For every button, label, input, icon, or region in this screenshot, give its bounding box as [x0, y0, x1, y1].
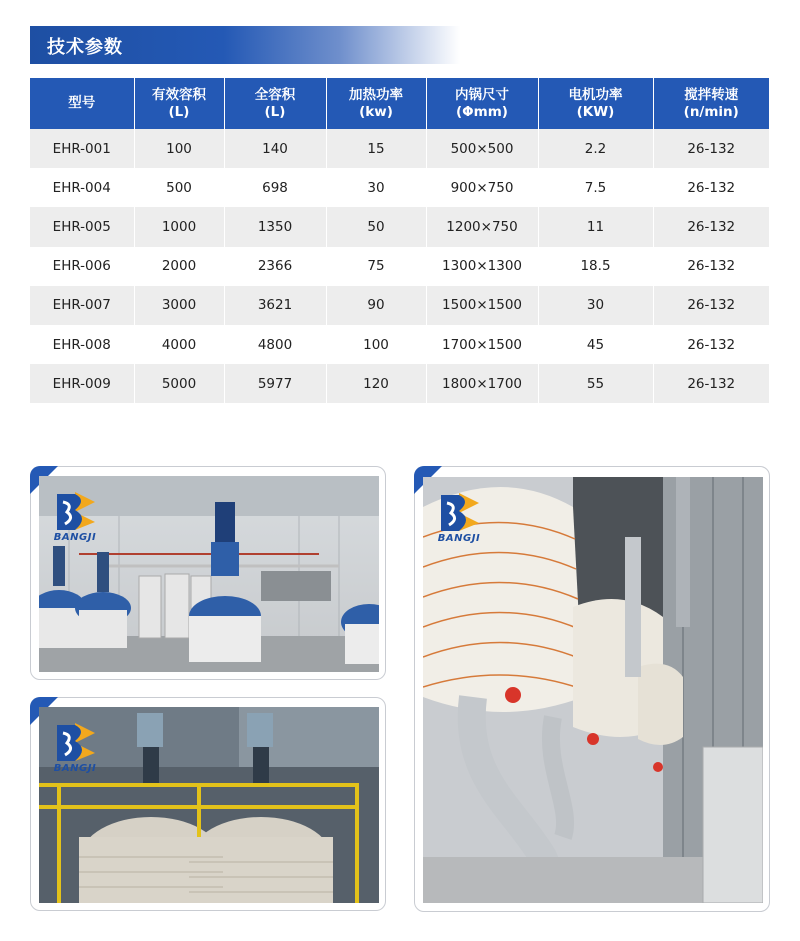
cell-heating-power: 90	[326, 286, 426, 325]
cell-inner-pot-size: 1200×750	[426, 207, 538, 246]
cell-model: EHR-001	[30, 129, 134, 168]
cell-model: EHR-006	[30, 247, 134, 286]
logo-brand-text: BANGJI	[437, 533, 481, 544]
cell-stirring-speed: 26-132	[653, 364, 769, 403]
cell-effective-volume: 1000	[134, 207, 224, 246]
spec-table	[30, 78, 769, 403]
cell-model: EHR-004	[30, 168, 134, 207]
cell-total-volume: 3621	[224, 286, 326, 325]
table-row	[30, 325, 769, 364]
cell-inner-pot-size: 500×500	[426, 129, 538, 168]
table-row	[30, 168, 769, 207]
cell-total-volume: 140	[224, 129, 326, 168]
cell-total-volume: 1350	[224, 207, 326, 246]
cell-total-volume: 2366	[224, 247, 326, 286]
cell-heating-power: 15	[326, 129, 426, 168]
cell-motor-power: 55	[538, 364, 653, 403]
cell-effective-volume: 5000	[134, 364, 224, 403]
cell-inner-pot-size: 1500×1500	[426, 286, 538, 325]
logo-brand-text: BANGJI	[53, 532, 97, 543]
cell-heating-power: 75	[326, 247, 426, 286]
cell-inner-pot-size: 1300×1300	[426, 247, 538, 286]
cell-inner-pot-size: 900×750	[426, 168, 538, 207]
insulated-tanks-photo	[423, 477, 763, 903]
bangji-logo	[45, 721, 105, 785]
header-motor-power: 电机功率 (KW)	[538, 78, 653, 129]
bangji-logo	[45, 490, 105, 554]
cell-heating-power: 50	[326, 207, 426, 246]
cell-effective-volume: 3000	[134, 286, 224, 325]
cell-motor-power: 11	[538, 207, 653, 246]
cell-motor-power: 30	[538, 286, 653, 325]
cell-model: EHR-007	[30, 286, 134, 325]
cell-total-volume: 698	[224, 168, 326, 207]
cell-stirring-speed: 26-132	[653, 286, 769, 325]
table-row	[30, 129, 769, 168]
cell-inner-pot-size: 1700×1500	[426, 325, 538, 364]
header-heating-power: 加热功率 (kw)	[326, 78, 426, 129]
section-header	[30, 26, 460, 64]
table-row	[30, 247, 769, 286]
header-inner-pot-size: 内锅尺寸 (Φmm)	[426, 78, 538, 129]
cell-motor-power: 2.2	[538, 129, 653, 168]
cell-heating-power: 120	[326, 364, 426, 403]
bangji-logo	[429, 491, 489, 555]
cell-model: EHR-005	[30, 207, 134, 246]
cell-effective-volume: 4000	[134, 325, 224, 364]
section-title: 技术参数	[47, 37, 123, 58]
platform-reactors-photo	[39, 707, 379, 903]
cell-stirring-speed: 26-132	[653, 207, 769, 246]
header-total-volume: 全容积 (L)	[224, 78, 326, 129]
cell-model: EHR-009	[30, 364, 134, 403]
cell-stirring-speed: 26-132	[653, 168, 769, 207]
cell-motor-power: 7.5	[538, 168, 653, 207]
cell-total-volume: 4800	[224, 325, 326, 364]
cell-effective-volume: 100	[134, 129, 224, 168]
cell-heating-power: 30	[326, 168, 426, 207]
photo-frame-insulated	[414, 466, 770, 912]
table-header-row	[30, 78, 769, 129]
photo-frame-workshop	[30, 466, 386, 680]
table-row	[30, 364, 769, 403]
header-effective-volume: 有效容积 (L)	[134, 78, 224, 129]
cell-heating-power: 100	[326, 325, 426, 364]
cell-stirring-speed: 26-132	[653, 247, 769, 286]
photo-frame-platform	[30, 697, 386, 911]
cell-effective-volume: 2000	[134, 247, 224, 286]
cell-model: EHR-008	[30, 325, 134, 364]
cell-total-volume: 5977	[224, 364, 326, 403]
header-model: 型号	[30, 78, 134, 129]
cell-motor-power: 18.5	[538, 247, 653, 286]
workshop-reactors-photo	[39, 476, 379, 672]
cell-stirring-speed: 26-132	[653, 325, 769, 364]
table-row	[30, 207, 769, 246]
cell-motor-power: 45	[538, 325, 653, 364]
table-row	[30, 286, 769, 325]
cell-effective-volume: 500	[134, 168, 224, 207]
cell-stirring-speed: 26-132	[653, 129, 769, 168]
header-stirring-speed: 搅拌转速 (n/min)	[653, 78, 769, 129]
cell-inner-pot-size: 1800×1700	[426, 364, 538, 403]
logo-brand-text: BANGJI	[53, 763, 97, 774]
